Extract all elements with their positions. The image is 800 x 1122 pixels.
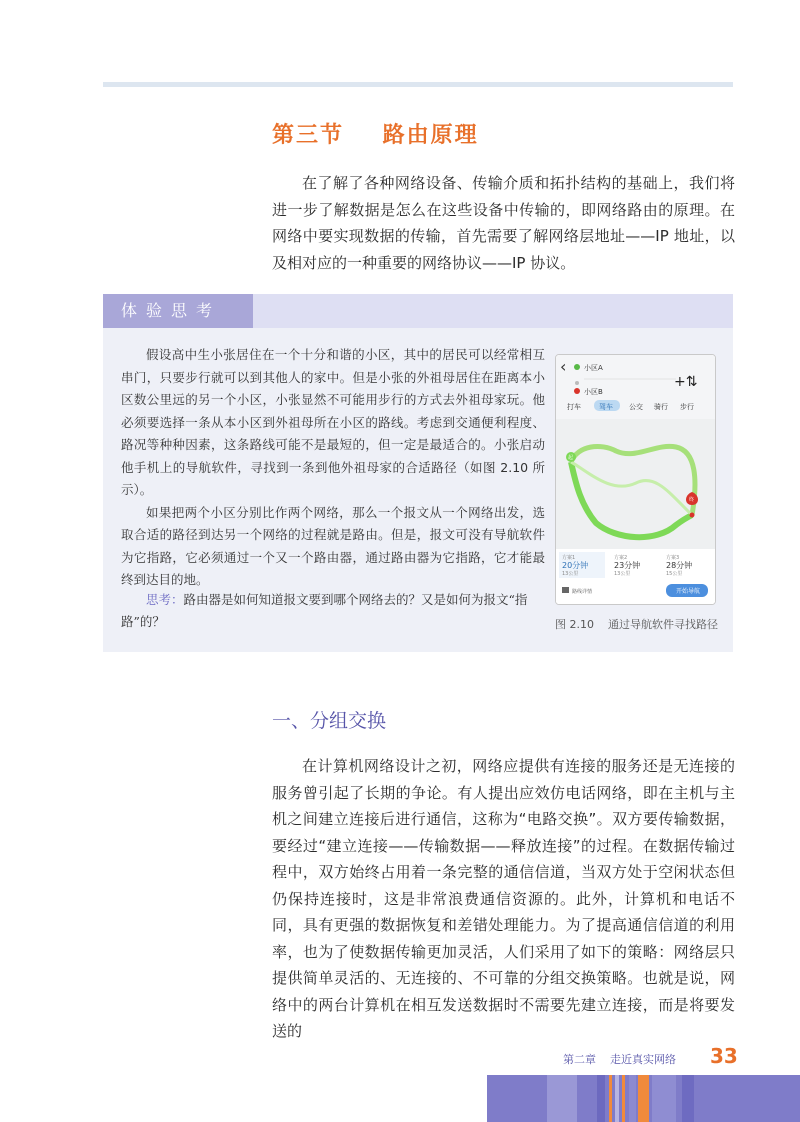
section-title: 第三节 路由原理 (272, 123, 479, 148)
route-dot (575, 381, 579, 385)
intro-paragraph (272, 170, 735, 276)
footer-chapter: 第二章 走近真实网络 (563, 1053, 676, 1066)
think-label: 体验思考 (121, 301, 222, 320)
route-3-tag[interactable]: 方案3 (666, 555, 680, 561)
navigation-map (556, 355, 715, 604)
back-icon[interactable]: ‹ (560, 357, 567, 376)
figure-caption: 图 2.10 通过导航软件寻找路径 (555, 618, 718, 631)
think-question (121, 589, 551, 633)
route-1-distance[interactable]: 13公里 (562, 571, 579, 577)
think-tab (103, 294, 253, 328)
start-navigation-label[interactable]: 开始导航 (676, 588, 701, 595)
mode-taxi[interactable]: 打车 (567, 403, 581, 411)
mode-bus[interactable]: 公交 (629, 403, 643, 411)
destination-point (690, 513, 695, 518)
details-icon (562, 587, 569, 593)
route-2-tag[interactable]: 方案2 (614, 555, 628, 561)
mode-walk[interactable]: 步行 (680, 403, 694, 411)
route-2-distance[interactable]: 13公里 (614, 571, 631, 577)
end-marker-label: 终 (689, 497, 695, 503)
subsection-paragraph (272, 753, 735, 1045)
navigation-app-screenshot (555, 354, 716, 605)
origin-label[interactable]: 小区A (584, 364, 603, 372)
think-text (121, 344, 545, 592)
route-1-tag[interactable]: 方案1 (562, 555, 576, 561)
swap-add-icon[interactable]: +⇅ (674, 374, 698, 390)
route-1-time[interactable]: 20分钟 (562, 561, 589, 570)
route-details-link[interactable]: 路线详情 (572, 589, 593, 595)
subsection-body: 在计算机网络设计之初，网络应提供有连接的服务还是无连接的服务曾引起了长期的争论。有人提出应效仿电话网络，即在主机与主机之间建立连接后进行通信，这称为“电路交换”。双方要传输数据，要经过“建立连接——传输数据——释放连接”的过程。在数据传输过程中，双方始终占用着一条完整的通信信道，当双方处于空闲状态但仍保持连接时，这是非常浪费通信资源的。此外，计算机和电话不同，具有更强的数据恢复和差错处理能力。为了提高通信信道的利用率，也为了使数据传输更加灵活，人们采用了如下的策略：网络层只提供简单灵活的、无连接的、不可靠的分组交换策略。也就是说，网络中的两台计算机在相互发送数据时不需要先建立连接，而是将要发送的 (272, 757, 735, 1040)
corner-decoration (487, 1075, 800, 1122)
page-number: 33 (710, 1044, 738, 1068)
question-text: 路由器是如何知道报文要到哪个网络去的？又是如何为报文“指路”的？ (121, 592, 528, 629)
top-rule (103, 82, 733, 87)
think-paragraph-2: 如果把两个小区分别比作两个网络，那么一个报文从一个网络出发，选取合适的路径到达另一个网络的过程就是路由。但是，报文可没有导航软件为它指路，它必须通过一个又一个路由器，通过路由器为它指路，它才能最终到达目的地。 (121, 504, 545, 587)
mode-drive[interactable]: 驾车 (599, 403, 613, 411)
question-label: 思考： (146, 592, 184, 607)
start-marker-label: 起 (568, 455, 574, 461)
destination-label[interactable]: 小区B (584, 388, 603, 396)
mode-bike[interactable]: 骑行 (654, 403, 668, 411)
think-strip (253, 294, 733, 328)
destination-dot (574, 388, 580, 394)
route-3-time[interactable]: 28分钟 (666, 561, 693, 570)
origin-dot (574, 364, 580, 370)
subsection-title: 一、分组交换 (272, 710, 387, 732)
think-paragraph-1: 假设高中生小张居住在一个十分和谐的小区，其中的居民可以经常相互串门，只要步行就可以到其他人的家中。但是小张的外祖母居住在距离本小区数公里远的另一个小区，小张显然不可能用步行的方式去外祖母家玩。他必须要选择一条从本小区到外祖母所在小区的路线。考虑到交通便利程度、路况等种种因素，这条路线可能不是最短的，但一定是最适合的。小张启动他手机上的导航软件，寻找到一条到他外祖母家的合适路径（如图 2.10 所示）。 (121, 347, 545, 497)
route-2-time[interactable]: 23分钟 (614, 561, 641, 570)
intro-text: 在了解了各种网络设备、传输介质和拓扑结构的基础上，我们将进一步了解数据是怎么在这些设备中传输的，即网络路由的原理。在网络中要实现数据的传输，首先需要了解网络层地址——IP 地址，以及相对应的一种重要的网络协议——IP 协议。 (272, 174, 735, 272)
think-box (103, 294, 733, 652)
route-3-distance[interactable]: 15公里 (666, 571, 683, 577)
